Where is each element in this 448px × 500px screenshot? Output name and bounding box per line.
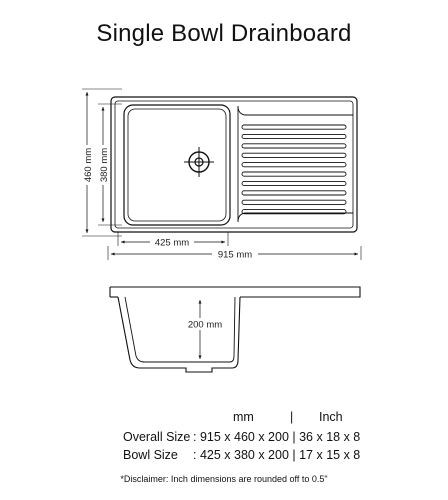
dimension-width (108, 232, 361, 261)
drain-rib (242, 153, 346, 157)
drain-rib (242, 172, 346, 176)
width-overall-label: 915 mm (217, 249, 253, 261)
sink-section-view (110, 287, 360, 372)
bowl-size-value: : 425 x 380 x 200 | 17 x 15 x 8 (193, 448, 361, 462)
overall-size-value: : 915 x 460 x 200 | 36 x 18 x 8 (193, 430, 361, 444)
sink-outer-edge (111, 97, 357, 232)
sink-top-view (111, 97, 357, 232)
width-bowl-label: 425 mm (154, 237, 190, 249)
drain-rib (242, 163, 346, 167)
drain-rib (242, 181, 346, 185)
section-top-slab (110, 287, 360, 297)
height-overall-label: 460 mm (83, 147, 94, 183)
specs-col-separator: | (290, 410, 294, 424)
depth-label: 200 mm (187, 319, 223, 331)
dimension-height (81, 89, 122, 236)
sink-inner-edge (115, 101, 353, 228)
drainboard-outline (238, 106, 353, 115)
bowl-size-label: Bowl Size (123, 448, 178, 462)
drain-rib (242, 134, 346, 138)
drain-icon (184, 147, 214, 177)
drainboard-ribs (242, 125, 346, 214)
specs-col-mm: mm (233, 410, 254, 424)
specs-col-inch: Inch (319, 410, 343, 424)
bowl-inner-outline (128, 109, 226, 221)
drain-rib (242, 125, 346, 129)
section-bowl-outer (118, 297, 240, 372)
disclaimer-text: *Disclaimer: Inch dimensions are rounded off to 0.5" (120, 474, 328, 484)
drain-rib (242, 191, 346, 195)
diagram-title: Single Bowl Drainboard (96, 20, 352, 47)
drain-rib (242, 144, 346, 148)
height-bowl-label: 380 mm (99, 147, 110, 183)
bowl-outline (124, 105, 230, 225)
drain-rib (242, 200, 346, 204)
overall-size-label: Overall Size (123, 430, 191, 444)
